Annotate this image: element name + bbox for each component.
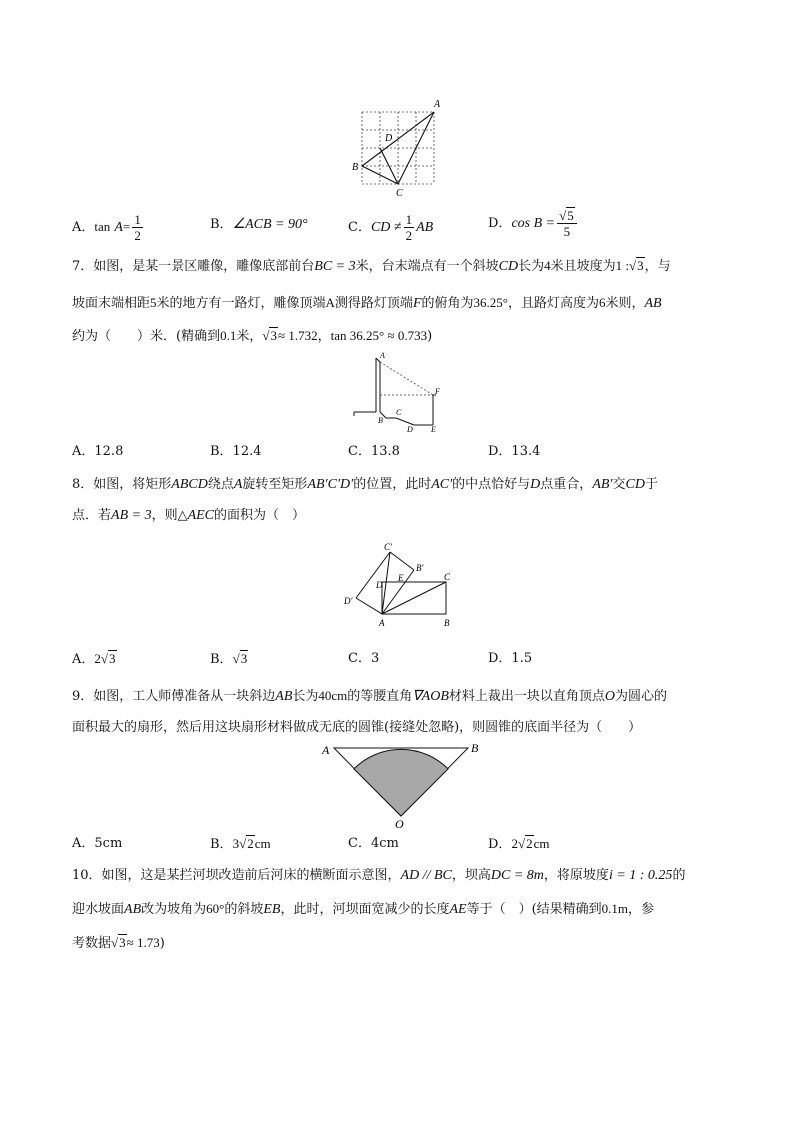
q7-stem-line1: 7．如图，是某一景区雕像，雕像底部前台BC = 3米，台末端点有一个斜坡CD长为4米且坡度为1 :√3，与: [72, 258, 671, 274]
q8-label-b: B: [444, 618, 450, 628]
q6-option-b[interactable]: B．∠ACB = 90°: [210, 217, 308, 232]
q8-label-e: E: [398, 573, 404, 583]
q10-stem-line2: 迎水坡面AB改为坡角为60°的斜坡EB，此时，河坝面宽减少的长度AE等于（ ）(结果精确到0.1m，参: [72, 901, 655, 917]
q7-stem-line2: 坡面末端相距5米的地方有一路灯，雕像顶端A测得路灯顶端F的俯角为36.25°，且路灯高度为6米则，AB: [72, 295, 662, 311]
q7-label-a: A: [380, 351, 385, 360]
q7-label-b: B: [378, 416, 383, 425]
q8-label-c: C: [444, 572, 451, 582]
q8-stem-line2: 点．若AB = 3，则△AEC的面积为（ ）: [72, 508, 306, 523]
q9-option-d[interactable]: D．2√2cm: [488, 836, 550, 852]
q6-option-d[interactable]: D．cos B = $\frac{√5}{5}$: [488, 208, 579, 239]
q6-label-d: D: [385, 133, 393, 144]
q8-stem-line1: 8．如图，将矩形ABCD绕点A旋转至矩形AB′C′D′的位置，此时AC′的中点恰好与D点重合，AB′交CD于: [72, 477, 658, 492]
q9-label-o: O: [395, 817, 404, 830]
q8-option-b[interactable]: B．√3: [210, 651, 248, 667]
q8-rectangle-figure: [336, 536, 466, 632]
q7-label-f: F: [435, 387, 440, 396]
q8-label-b1: B′: [416, 563, 424, 573]
q7-label-c: C: [396, 408, 402, 417]
q10-stem-line3: 考数据√3≈ 1.73): [72, 935, 165, 951]
q9-option-b[interactable]: B．3√2cm: [210, 836, 271, 852]
q7-option-b[interactable]: B．12.4: [210, 444, 262, 459]
q7-label-e: E: [431, 425, 436, 434]
q6-d-fraction: $\frac{√5}{5}$: [557, 208, 577, 239]
q9-sector-figure: [316, 738, 486, 830]
q10-stem-line1: 10．如图，这是某拦河坝改造前后河床的横断面示意图，AD // BC，坝高DC = 8m，将原坡度i = 1 : 0.25的: [72, 868, 686, 883]
q6-grid-figure: [340, 96, 460, 200]
q6-c-fraction: $\frac{1}{2}$: [405, 212, 413, 243]
q8-option-c[interactable]: C．3: [348, 651, 380, 666]
q9-stem-line2: 面积最大的扇形，然后用这块扇形材料做成无底的圆锥(接缝处忽略)，则圆锥的底面半径为（ ）: [72, 720, 642, 735]
q7-option-c[interactable]: C．13.8: [348, 444, 400, 459]
q9-stem-line1: 9．如图，工人师傅准备从一块斜边AB长为40cm的等腰直角∇AOB材料上裁出一块以直角顶点O为圆心的: [72, 688, 668, 704]
q7-statue-figure: [352, 350, 452, 436]
q9-option-a[interactable]: A．5cm: [72, 836, 123, 851]
q8-label-d: D: [376, 580, 383, 590]
q7-option-a[interactable]: A．12.8: [72, 444, 124, 459]
q6-option-a[interactable]: A．tan A= $\frac{1}{2}$: [72, 212, 141, 243]
q6-a-fraction: $\frac{1}{2}$: [134, 212, 141, 243]
q9-label-a: A: [322, 743, 330, 757]
q9-label-b: B: [471, 741, 479, 755]
q8-option-a[interactable]: A．2√3: [72, 651, 116, 667]
q7-label-d: D: [407, 425, 413, 434]
q6-label-c: C: [396, 188, 403, 199]
q7-option-d[interactable]: D．13.4: [488, 444, 541, 459]
q8-label-c1: C′: [384, 542, 392, 552]
q8-label-a: A: [379, 618, 385, 628]
q8-label-d1: D′: [344, 596, 353, 606]
q6-option-c[interactable]: C．CD ≠ $\frac{1}{2}$ AB: [348, 212, 434, 243]
q6-label-b: B: [352, 162, 359, 173]
q7-stem-line3: 约为（ ）米．(精确到0.1米，√3≈ 1.732，tan 36.25° ≈ 0.733): [72, 328, 433, 344]
q6-label-a: A: [434, 99, 441, 110]
q8-option-d[interactable]: D．1.5: [488, 651, 533, 666]
q9-option-c[interactable]: C．4cm: [348, 836, 399, 851]
